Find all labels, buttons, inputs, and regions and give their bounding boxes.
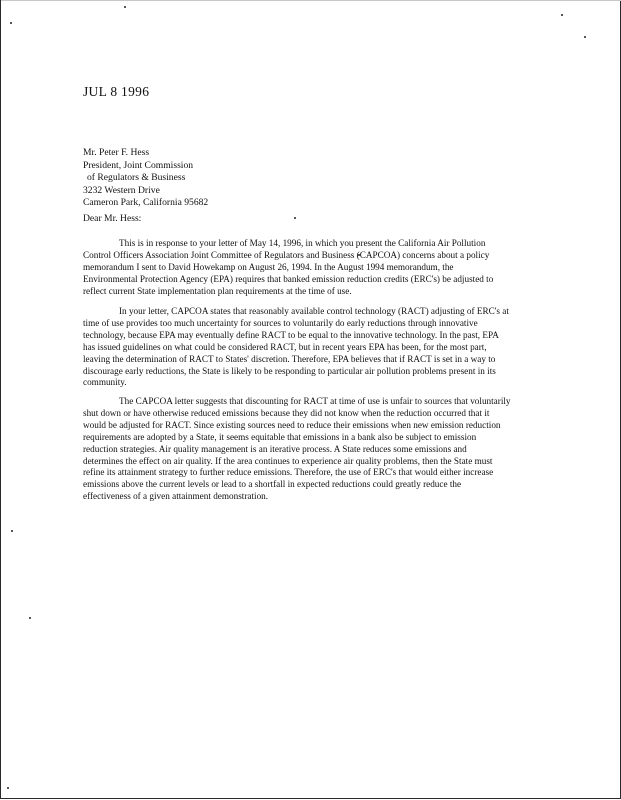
paragraph-line: leaving the determination of RACT to States' discretion. Therefore, EPA believes that if RACT is set in a way to	[83, 353, 496, 364]
paragraph-line: determines the effect on air quality. If the area continues to experience air quality problems, then the State must	[83, 455, 493, 466]
scan-speck	[29, 617, 31, 619]
scan-speck	[10, 22, 12, 24]
paragraph-line: In your letter, CAPCOA states that reasonably available control technology (RACT) adjusting of ERC's at	[119, 306, 509, 316]
scan-speck	[561, 14, 563, 16]
paragraph-line: refine its attainment strategy to further reduce emissions. Therefore, the use of ERC's that would either increase	[83, 467, 494, 478]
paragraph-line: time of use provides too much uncertainty for sources to voluntarily do early reductions through innovative	[83, 317, 478, 328]
body-paragraph-2	[83, 306, 543, 389]
scan-speck	[11, 530, 13, 532]
recipient-street: 3232 Western Drive	[83, 184, 160, 196]
recipient-city: Cameron Park, California 95682	[83, 197, 209, 209]
paragraph-line: effectiveness of a given attainment demonstration.	[83, 491, 269, 502]
body-paragraph-1	[83, 238, 543, 298]
paragraph-line: reduction strategies. Air quality management is an iterative process. A State reduces some emissions and	[83, 443, 467, 454]
paragraph-line: Environmental Protection Agency (EPA) requires that banked emission reduction credits (ERC's) be adjusted to	[83, 273, 494, 284]
paragraph-line: technology, because EPA may eventually define RACT to be equal to the innovative technology. In the past, EPA	[83, 329, 499, 340]
paragraph-line: has issued guidelines on what could be considered RACT, but in recent years EPA has been, for the most part,	[83, 341, 487, 352]
scan-speck	[294, 217, 296, 219]
body-paragraph-3	[83, 396, 543, 503]
paragraph-line: would be adjusted for RACT. Since existing sources need to reduce their emissions when new emission reduction	[83, 419, 501, 430]
recipient-title: President, Joint Commission	[83, 159, 194, 171]
paragraph-line: shut down or have otherwise reduced emissions because they did not know when the reduction occurred that it	[83, 407, 490, 418]
letter-date: JUL 8 1996	[83, 84, 150, 99]
scan-speck	[584, 36, 586, 38]
paragraph-line: discourage early reductions, the State is likely to be responding to particular air pollution problems present in its	[83, 365, 496, 376]
paragraph-line: emissions above the current levels or lead to a shortfall in expected reductions could greatly reduce the	[83, 479, 462, 490]
paragraph-line: reflect current State implementation plan requirements at the time of use.	[83, 285, 352, 296]
paragraph-line: Control Officers Association Joint Committee of Regulators and Business (CAPCOA) concerns about a policy	[83, 249, 490, 260]
scan-speck	[124, 6, 126, 8]
salutation: Dear Mr. Hess:	[83, 213, 142, 224]
paragraph-line: This is in response to your letter of May 14, 1996, in which you present the California Air Pollution	[119, 238, 486, 248]
paragraph-line: community.	[83, 377, 127, 388]
paragraph-line: The CAPCOA letter suggests that discounting for RACT at time of use is unfair to sources that voluntarily	[119, 396, 511, 406]
recipient-organization: of Regulators & Business	[87, 172, 186, 184]
paragraph-line: requirements are adopted by a State, it seems equitable that emissions in a bank also be subject to emission	[83, 431, 477, 442]
paragraph-line: memorandum I sent to David Howekamp on August 26, 1994. In the August 1994 memorandum, the	[83, 261, 454, 272]
recipient-name: Mr. Peter F. Hess	[83, 147, 150, 158]
recipient-address-block	[83, 147, 208, 210]
scan-speck	[7, 787, 9, 789]
scan-top-edge	[1, 0, 621, 1]
